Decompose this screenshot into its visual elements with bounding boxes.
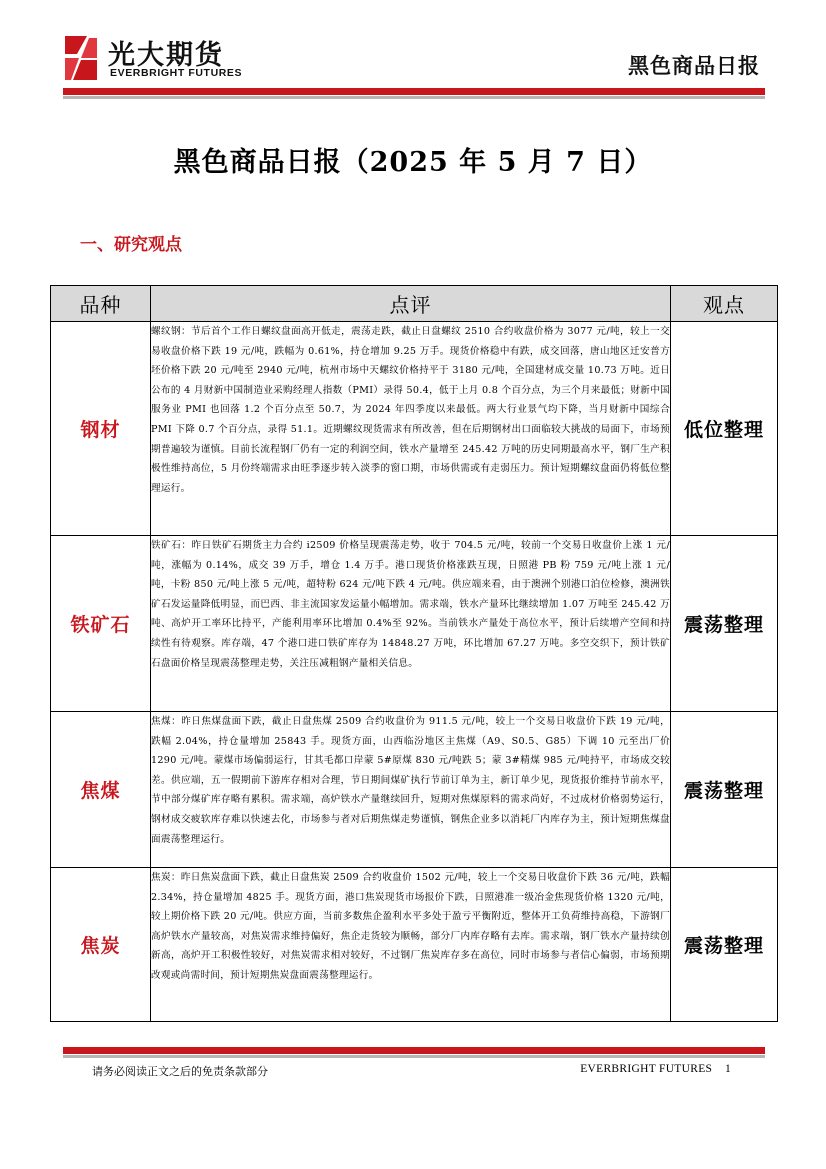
- table-row-coking-coal: [51, 712, 778, 868]
- column-header-variety: 品种: [51, 286, 151, 322]
- header-gray-rule: [63, 96, 765, 99]
- header-red-rule: [63, 88, 765, 95]
- comment-cell: 螺纹钢：节后首个工作日螺纹盘面高开低走，震荡走跌，截止日盘螺纹 2510 合约收盘价格为 3077 元/吨，较上一交易收盘价格下跌 19 元/吨，跌幅为 0.61%，持仓增加 9.25 万手。现货价格稳中有跌，成交回落，唐山地区迁安普方坯价格下跌 20 元/吨至 2940 元/吨，杭州市场中天螺纹价格持平于 3180 元/吨，全国建材成交量 10.73 万吨。近日公布的 4 月财新中国制造业采购经理人指数（PMI）录得 50.4，低于上月 0.8 个百分点，为三个月来最低；财新中国服务业 PMI 也回落 1.2 个百分点至 50.7，为 2024 年四季度以来最低。两大行业景气均下降，当月财新中国综合 PMI 下降 0.7 个百分点，录得 51.1。近期螺纹现货需求有所改善，但在后期钢材出口面临较大挑战的局面下，市场预期普遍较为谨慎。目前长流程钢厂仍有一定的利润空间，铁水产量增至 245.42 万吨的历史同期最高水平，钢厂生产积极性维持高位，5 月份终端需求由旺季逐步转入淡季的窗口期，市场供需或有走弱压力。预计短期螺纹盘面仍将低位整理运行。: [151, 322, 671, 536]
- page-number: 1: [724, 1063, 731, 1075]
- footer-brand-page: [580, 1063, 731, 1075]
- logo-english-name: EVERBRIGHT FUTURES: [110, 67, 243, 79]
- page-header: [0, 0, 826, 100]
- column-header-view: 观点: [671, 286, 778, 322]
- variety-cell: 铁矿石: [51, 536, 151, 712]
- footer-gray-rule: [63, 1055, 765, 1058]
- comment-cell: 焦炭：昨日焦炭盘面下跌，截止日盘焦炭 2509 合约收盘价 1502 元/吨，较上一个交易日收盘价下跌 36 元/吨，跌幅 2.34%，持仓量增加 4825 手。现货方面，港口焦炭现货市场报价下跌，日照港准一级冶金焦现货价格 1320 元/吨，较上期价格下跌 20 元/吨。供应方面，当前多数焦企盈利水平多处于盈亏平衡附近，整体开工负荷维持高稳，下游钢厂高炉铁水产量较高，对焦炭需求维持偏好，焦企走货较为顺畅，部分厂内库存略有去库。需求端，钢厂铁水产量持续创新高，高炉开工积极性较好，对焦炭需求相对较好，不过钢厂焦炭库存多在高位，同时市场参与者信心偏弱，市场预期改观或尚需时间，预计短期焦炭盘面震荡整理运行。: [151, 868, 671, 1022]
- report-name: 黑色商品日报: [628, 54, 760, 78]
- view-cell: 低位整理: [671, 322, 778, 536]
- variety-cell: 钢材: [51, 322, 151, 536]
- variety-cell: 焦煤: [51, 712, 151, 868]
- column-header-comment: 点评: [151, 286, 671, 322]
- view-cell: 震荡整理: [671, 536, 778, 712]
- footer-disclaimer: 请务必阅读正文之后的免责条款部分: [92, 1065, 268, 1078]
- table-header-row: [51, 286, 778, 322]
- footer-brand: EVERBRIGHT FUTURES: [580, 1063, 713, 1075]
- document-title: 黑色商品日报（2025 年 5 月 7 日）: [173, 147, 653, 178]
- view-cell: 震荡整理: [671, 868, 778, 1022]
- table-row-iron-ore: [51, 536, 778, 712]
- comment-cell: 铁矿石：昨日铁矿石期货主力合约 i2509 价格呈现震荡走势，收于 704.5 元/吨，较前一个交易日收盘价上涨 1 元/吨，涨幅为 0.14%，成交 39 万手，增仓 1.4 万手。港口现货价格涨跌互现，日照港 PB 粉 759 元/吨上涨 1 元/吨，卡粉 850 元/吨上涨 5 元/吨，超特粉 624 元/吨下跌 4 元/吨。供应端来看，由于澳洲个别港口泊位检修，澳洲铁矿石发运量降低明显，而巴西、非主流国家发运量小幅增加。需求端，铁水产量环比继续增加 1.07 万吨至 245.42 万吨、高炉开工率环比持平，产能利用率环比增加 0.4%至 92%。当前铁水产量处于高位水平，预计后续增产空间和持续性有待观察。库存端，47 个港口进口铁矿库存为 14848.27 万吨，环比增加 67.27 万吨。多空交织下，预计铁矿石盘面价格呈现震荡整理走势，关注压减粗钢产量相关信息。: [151, 536, 671, 712]
- comment-cell: 焦煤：昨日焦煤盘面下跌，截止日盘焦煤 2509 合约收盘价为 911.5 元/吨，较上一个交易日收盘价下跌 19 元/吨，跌幅 2.04%，持仓量增加 25843 手。现货方面，山西临汾地区主焦煤（A9、S0.5、G85）下调 10 元至出厂价 1290 元/吨。蒙煤市场偏弱运行，甘其毛都口岸蒙 5#原煤 830 元/吨跌 5；蒙 3#精煤 985 元/吨持平，市场成交较差。供应端，五一假期前下游库存相对合理，节日期间煤矿执行节前订单为主，新订单少见，现货报价维持节前水平，节中部分煤矿库存略有累积。需求端，高炉铁水产量继续回升，短期对焦煤原料的需求尚好，不过成材价格弱势运行，钢材成交疲软库存难以快速去化，市场参与者对后期焦煤走势谨慎，钢焦企业多以消耗厂内库存为主，预计短期焦煤盘面震荡整理运行。: [151, 712, 671, 868]
- variety-cell: 焦炭: [51, 868, 151, 1022]
- logo-chinese-name: 光大期货: [108, 40, 224, 71]
- table-row-steel: [51, 322, 778, 536]
- research-table: [50, 285, 778, 1022]
- everbright-logo-icon: [63, 36, 99, 80]
- view-cell: 震荡整理: [671, 712, 778, 868]
- section-heading: 一、研究观点: [80, 235, 182, 255]
- footer-red-rule: [63, 1047, 765, 1054]
- table-row-coke: [51, 868, 778, 1022]
